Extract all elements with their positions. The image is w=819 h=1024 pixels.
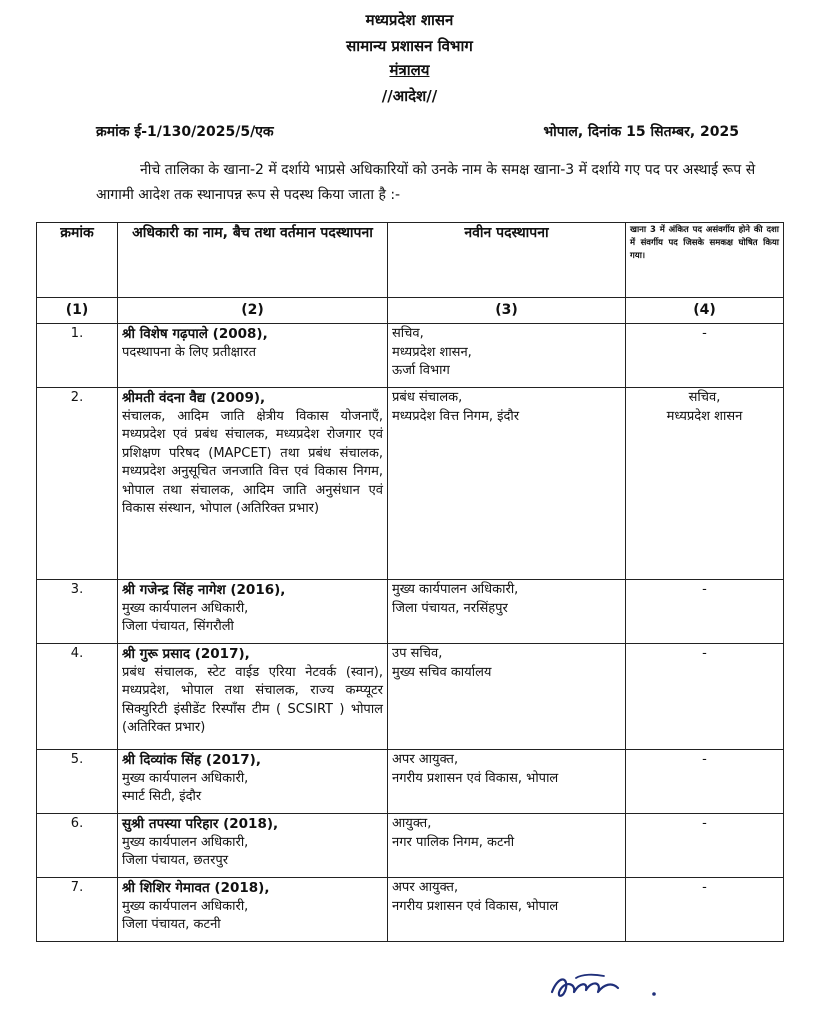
new-posting-cell — [388, 580, 626, 644]
officer-cell — [118, 580, 388, 644]
equivalent-post-line: - — [702, 646, 707, 661]
new-posting-cell — [388, 388, 626, 580]
header-equivalent: खाना 3 में अंकित पद असंवर्गीय होने की दशा में संवर्गीय पद जिसके समकक्ष घोषित किया गया। — [626, 223, 784, 298]
equivalent-cell — [626, 750, 784, 814]
table-row — [37, 580, 784, 644]
current-posting: प्रबंध संचालक, स्टेट वाईड एरिया नेटवर्क (स्वान), मध्यप्रदेश, भोपाल तथा संचालक, राज्य कम्प्यूटर सिक्युरिटी इंसीडेंट रिस्पॉंस टीम ( SCSIRT ) भोपाल (अतिरिक्त प्रभार) — [122, 664, 383, 735]
place-date: भोपाल, दिनांक 15 सितम्बर, 2025 — [543, 124, 739, 140]
new-posting-line: आयुक्त, — [392, 816, 432, 831]
new-posting-line: नगरीय प्रशासन एवं विकास, भोपाल — [392, 770, 559, 786]
table-row — [37, 878, 784, 942]
equivalent-post-line: सचिव, — [688, 390, 721, 405]
header-new-posting: नवीन पदस्थापना — [388, 223, 626, 298]
table-row — [37, 750, 784, 814]
column-number: (1) — [37, 298, 118, 324]
new-posting-line: सचिव, — [392, 326, 424, 341]
equivalent-cell — [626, 580, 784, 644]
officer-name: श्री शिशिर गेमावत (2018), — [122, 880, 270, 896]
current-posting: मुख्य कार्यपालन अधिकारी, — [122, 600, 249, 616]
officer-cell — [118, 644, 388, 750]
equivalent-cell — [626, 878, 784, 942]
header-row — [37, 223, 784, 298]
officer-name: सुश्री तपस्या परिहार (2018), — [122, 816, 279, 832]
current-posting: स्मार्ट सिटी, इंदौर — [122, 789, 202, 804]
new-posting-cell — [388, 878, 626, 942]
current-posting: जिला पंचायत, सिंगरौली — [122, 619, 234, 634]
equivalent-post-line: - — [702, 582, 707, 597]
equivalent-post-line: - — [702, 326, 707, 341]
new-posting-cell — [388, 814, 626, 878]
officer-cell — [118, 814, 388, 878]
new-posting-line: अपर आयुक्त, — [392, 752, 459, 767]
department-heading: सामान्य प्रशासन विभाग — [346, 37, 473, 55]
new-posting-line: नगर पालिक निगम, कटनी — [392, 834, 515, 850]
officer-name: श्री गजेन्द्र सिंह नागेश (2016), — [122, 582, 286, 598]
serial-number: 1. — [37, 324, 118, 388]
order-heading: //आदेश// — [381, 87, 438, 105]
new-posting-line: मुख्य सचिव कार्यालय — [392, 664, 492, 680]
equivalent-post-line: - — [702, 816, 707, 831]
government-heading: मध्यप्रदेश शासन — [365, 11, 454, 29]
current-posting: मुख्य कार्यपालन अधिकारी, — [122, 834, 249, 850]
serial-number: 4. — [37, 644, 118, 750]
officer-name: श्री दिव्यांक सिंह (2017), — [122, 752, 261, 768]
column-number-row — [37, 298, 784, 324]
new-posting-line: उप सचिव, — [392, 646, 443, 661]
table-row — [37, 324, 784, 388]
new-posting-cell — [388, 644, 626, 750]
new-posting-line: अपर आयुक्त, — [392, 880, 459, 895]
equivalent-cell — [626, 388, 784, 580]
header-sno: क्रमांक — [37, 223, 118, 298]
current-posting: जिला पंचायत, कटनी — [122, 917, 221, 932]
column-number: (3) — [388, 298, 626, 324]
column-number: (4) — [626, 298, 784, 324]
equivalent-post-line: - — [702, 880, 707, 895]
current-posting: संचालक, आदिम जाति क्षेत्रीय विकास योजनाएँ, मध्यप्रदेश एवं प्रबंध संचालक, मध्यप्रदेश रोजगार एवं प्रशिक्षण परिषद (MAPCET) तथा प्रबंध संचालक, मध्यप्रदेश अनुसूचित जनजाति वित्त एवं विकास निगम, भोपाल तथा संचालक, आदिम जाति अनुसंधान एवं विकास संस्थान, भोपाल (अतिरिक्त प्रभार) — [122, 408, 383, 516]
equivalent-cell — [626, 324, 784, 388]
signature — [546, 968, 666, 1008]
equivalent-cell — [626, 644, 784, 750]
order-number: क्रमांक ई-1/130/2025/5/एक — [96, 124, 274, 140]
current-posting: मुख्य कार्यपालन अधिकारी, — [122, 770, 249, 786]
serial-number: 7. — [37, 878, 118, 942]
officer-cell — [118, 324, 388, 388]
equivalent-post-line: मध्यप्रदेश शासन — [666, 408, 743, 424]
intro-paragraph: नीचे तालिका के खाना-2 में दर्शाये भाप्रसे अधिकारियों को उनके नाम के समक्ष खाना-3 में दर्शाये गए पद पर अस्थाई रूप से आगामी आदेश तक स्थानापन्न रूप से पदस्थ किया जाता है :- — [96, 162, 756, 203]
serial-number: 2. — [37, 388, 118, 580]
officer-name: श्री गुरू प्रसाद (2017), — [122, 646, 250, 662]
officer-cell — [118, 750, 388, 814]
posting-table — [36, 222, 784, 942]
serial-number: 3. — [37, 580, 118, 644]
new-posting-line: ऊर्जा विभाग — [392, 363, 450, 378]
new-posting-line: नगरीय प्रशासन एवं विकास, भोपाल — [392, 898, 559, 914]
new-posting-line: जिला पंचायत, नरसिंहपुर — [392, 600, 508, 616]
table-row — [37, 814, 784, 878]
officer-name: श्रीमती वंदना वैद्य (2009), — [122, 390, 266, 406]
serial-number: 5. — [37, 750, 118, 814]
current-posting: पदस्थापना के लिए प्रतीक्षारत — [122, 344, 257, 360]
header-officer: अधिकारी का नाम, बैच तथा वर्तमान पदस्थापना — [118, 223, 388, 298]
equivalent-cell — [626, 814, 784, 878]
current-posting: मुख्य कार्यपालन अधिकारी, — [122, 898, 249, 914]
table-row — [37, 644, 784, 750]
officer-cell — [118, 878, 388, 942]
table-row — [37, 388, 784, 580]
new-posting-cell — [388, 324, 626, 388]
new-posting-line: मध्यप्रदेश वित्त निगम, इंदौर — [392, 408, 520, 424]
officer-name: श्री विशेष गढ़पाले (2008), — [122, 326, 268, 342]
serial-number: 6. — [37, 814, 118, 878]
new-posting-line: प्रबंध संचालक, — [392, 390, 463, 405]
new-posting-line: मुख्य कार्यपालन अधिकारी, — [392, 582, 519, 597]
new-posting-cell — [388, 750, 626, 814]
column-number: (2) — [118, 298, 388, 324]
equivalent-post-line: - — [702, 752, 707, 767]
current-posting: जिला पंचायत, छतरपुर — [122, 853, 229, 868]
new-posting-line: मध्यप्रदेश शासन, — [392, 344, 472, 360]
officer-cell — [118, 388, 388, 580]
office-heading: मंत्रालय — [389, 61, 430, 79]
